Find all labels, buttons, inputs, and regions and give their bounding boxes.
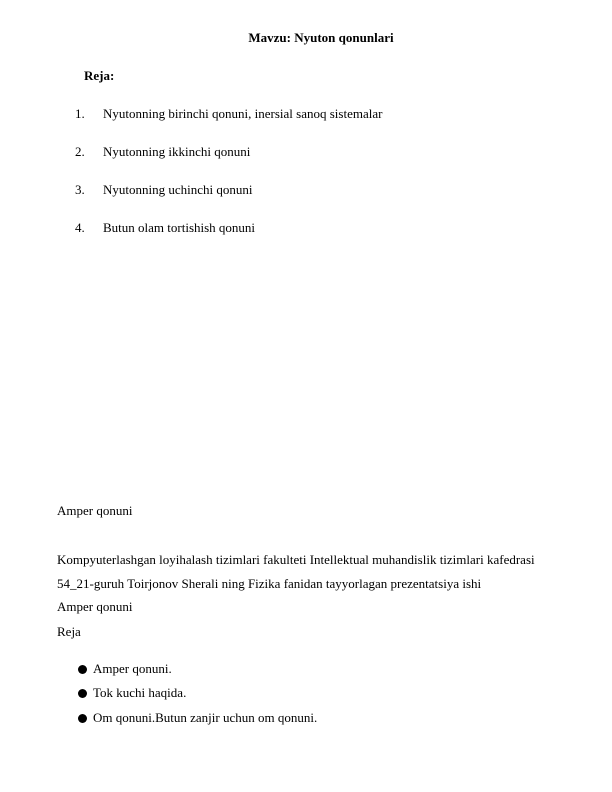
list-item: Butun olam tortishish qonuni — [103, 220, 256, 235]
faculty-line: Kompyuterlashgan loyihalash tizimlari fakulteti Intellektual muhandislik tizimlari kafedrasi — [57, 552, 535, 567]
bullet-item: Tok kuchi haqida. — [93, 685, 187, 700]
bullet-icon — [78, 665, 87, 674]
bullet-item: Om qonuni.Butun zanjir uchun om qonuni. — [93, 710, 318, 725]
bullet-icon — [78, 714, 87, 723]
page-title: Mavzu: Nyuton qonunlari — [248, 30, 394, 45]
section-heading: Amper qonuni — [57, 503, 133, 518]
list-number: 2. — [75, 144, 85, 159]
list-number: 4. — [75, 220, 85, 235]
list-number: 3. — [75, 182, 85, 197]
list-number: 1. — [75, 106, 85, 121]
list-item: Nyutonning birinchi qonuni, inersial sanoq sistemalar — [103, 106, 383, 121]
bullet-icon — [78, 689, 87, 698]
plan-heading: Reja: — [84, 68, 115, 83]
topic-line: Amper qonuni — [57, 599, 133, 614]
author-line: 54_21-guruh Toirjonov Sherali ning Fizika fanidan tayyorlagan prezentatsiya ishi — [57, 576, 482, 591]
list-item: Nyutonning uchinchi qonuni — [103, 182, 253, 197]
list-item: Nyutonning ikkinchi qonuni — [103, 144, 251, 159]
plan-label: Reja — [57, 624, 81, 639]
bullet-item: Amper qonuni. — [93, 661, 172, 676]
